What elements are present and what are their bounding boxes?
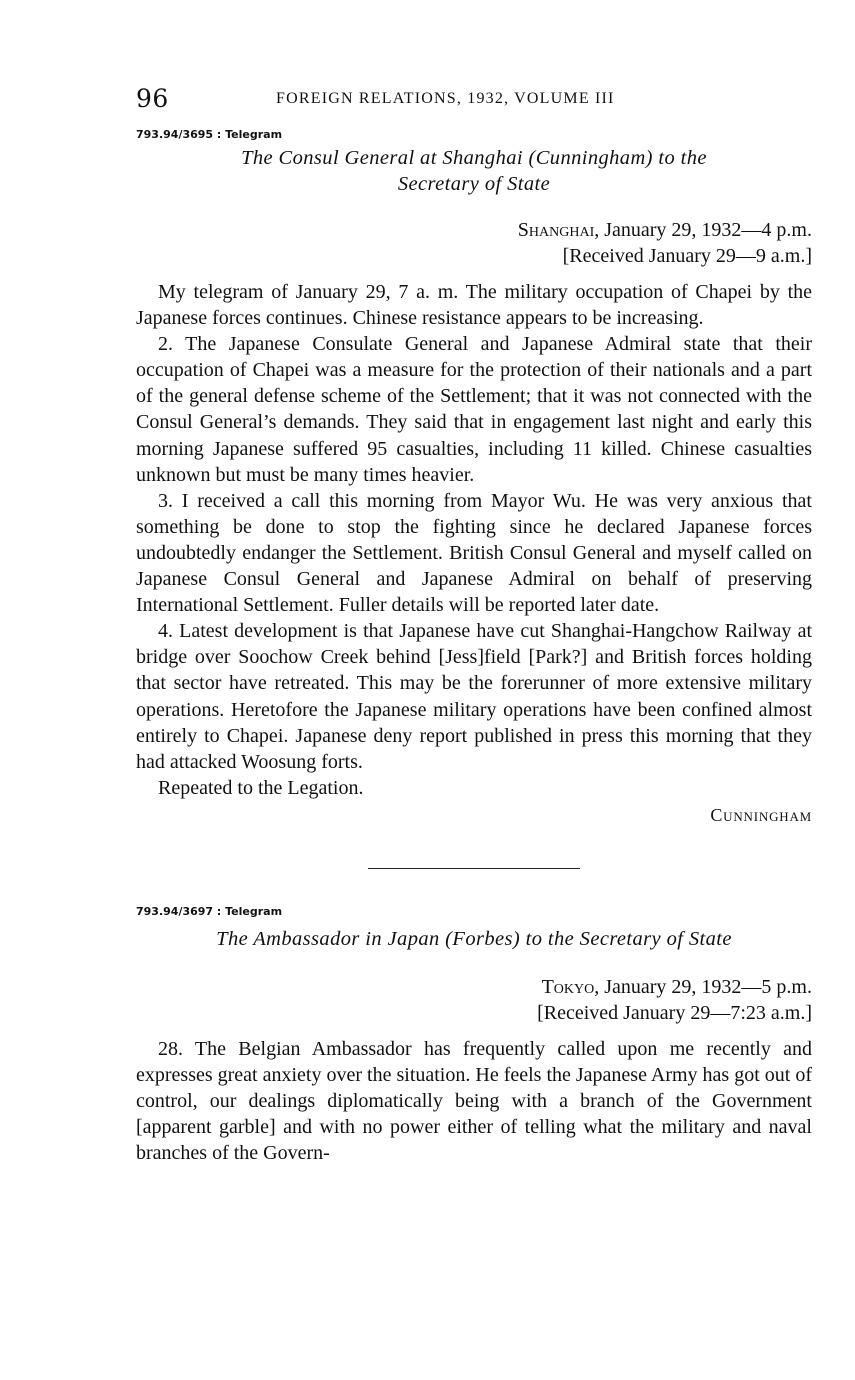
section-divider [368,868,580,869]
paragraph: 3. I received a call this morning from Mayor Wu. He was very anxious that something be done to stop the fighting since he declared Japanese forces undoubtedly endanger the Settlement. British Consul General and myself called on Japanese Consul General and Japanese Admiral on behalf of preserving International Settlement. Fuller details will be reported later date. [136,489,812,617]
paragraph: 28. The Belgian Ambassador has frequently called upon me recently and expresses great anxiety over the situation. He feels the Japanese Army has got out of control, our dealings diplomatically being with a branch of the Government [apparent garble] and with no power either of telling what the military and naval branches of the Govern- [136,1037,812,1165]
page-number: 96 [136,84,169,113]
page-header [136,84,812,120]
document-page [136,84,812,1166]
sent-date: , January 29, 1932—4 p.m. [594,219,812,241]
place-name: Tokyo [541,975,595,998]
signature: Cunningham [710,804,812,825]
paragraph: Repeated to the Legation. [158,776,364,799]
telegram-body [136,279,812,801]
dateline [136,974,812,1026]
dateline [136,217,812,269]
sent-line [136,974,812,1000]
received-line: [Received January 29—9 a.m.] [562,245,812,267]
title-line: Secretary of State [397,173,551,195]
title-line: The Consul General at Shanghai (Cunningham) to the [241,147,707,169]
sent-date: , January 29, 1932—5 p.m. [594,975,812,998]
place-name: Shanghai [517,219,595,241]
sent-line [136,217,812,243]
document-section-1 [136,128,812,826]
running-head: FOREIGN RELATIONS, 1932, VOLUME III [276,90,615,107]
document-title: The Ambassador in Japan (Forbes) to the Secretary of State [216,927,732,950]
paragraph: 2. The Japanese Consulate General and Japanese Admiral state that their occupation of Chapei was a measure for the protection of their nationals and a part of the general defense scheme of the Settlement; that it was not connected with the Consul General’s demands. They said that in engagement last night and early this morning Japanese suffered 95 casualties, including 11 killed. Chinese casualties unknown but must be many times heavier. [136,333,812,486]
document-section-2 [136,905,812,1166]
file-reference: 793.94/3695 : Telegram [136,128,283,141]
paragraph: 4. Latest development is that Japanese have cut Shanghai-Hangchow Railway at bridge over Soochow Creek behind [Jess]field [Park?] and British forces holding that sector have retreated. This may be the forerunner of more extensive military operations. Heretofore the Japanese military operations have been confined almost entirely to Chapei. Japanese deny report published in press this morning that they had attacked Woosung forts. [136,620,812,773]
received-line: [Received January 29—7:23 a.m.] [537,1001,812,1024]
paragraph: My telegram of January 29, 7 a. m. The military occupation of Chapei by the Japanese forces continues. Chinese resistance appears to be increasing. [136,281,812,330]
file-reference: 793.94/3697 : Telegram [136,904,283,918]
telegram-body [136,1036,812,1166]
document-title [136,145,812,197]
